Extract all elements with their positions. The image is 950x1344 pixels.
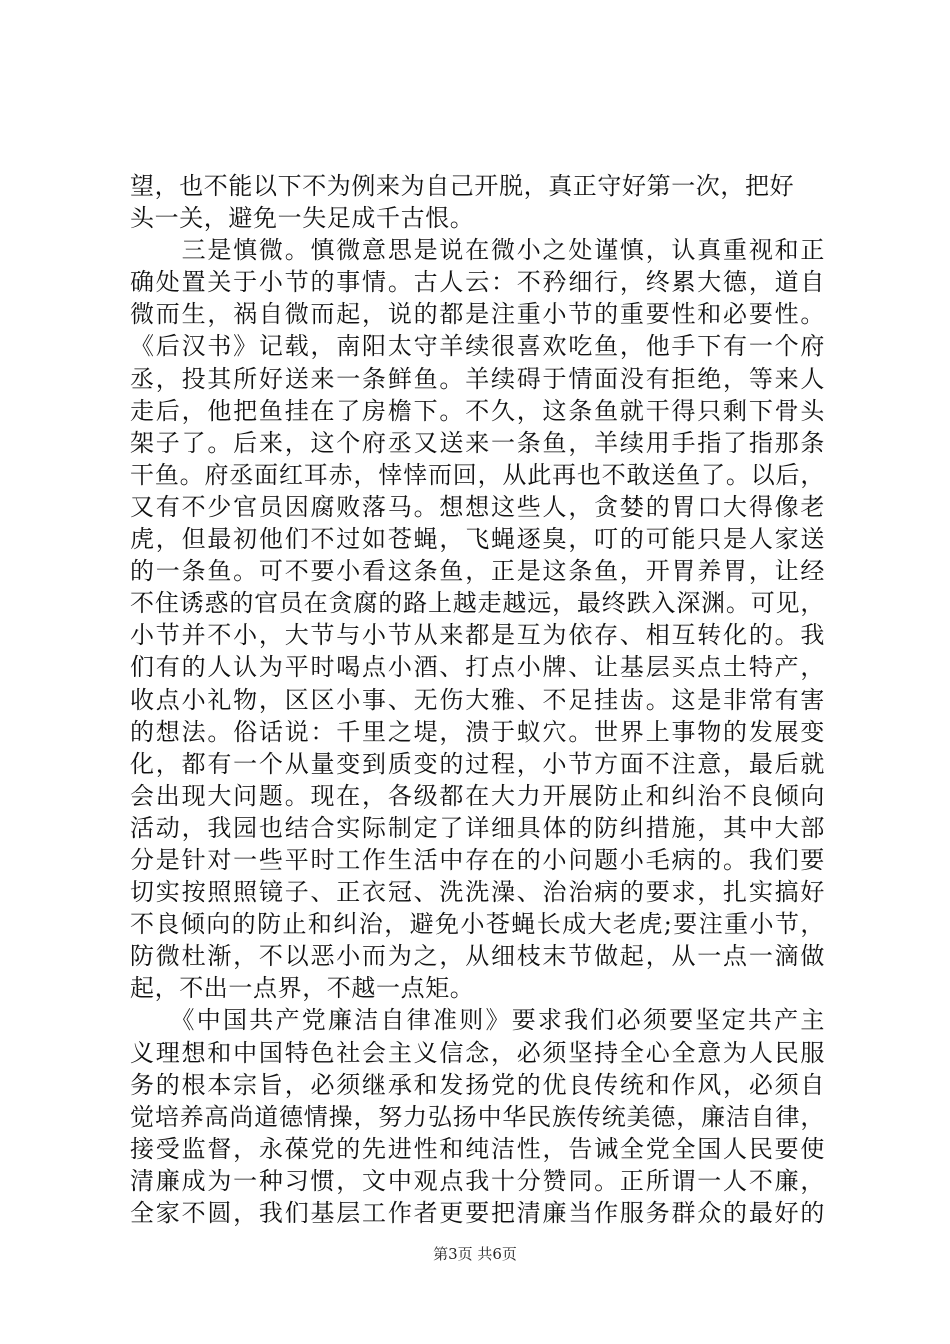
text-line: 小节并不小，大节与小节从来都是互为依存、相互转化的。我 bbox=[130, 621, 825, 650]
text-line: 接受监督，永葆党的先进性和纯洁性，告诫全党全国人民要使 bbox=[130, 1134, 825, 1163]
text-line: 望，也不能以下不为例来为自己开脱，真正守好第一次，把好 bbox=[130, 172, 795, 200]
text-line: 分是针对一些平时工作生活中存在的小问题小毛病的。我们要 bbox=[130, 845, 825, 874]
text-line: 虎，但最初他们不过如苍蝇，飞蝇逐臭，叮的可能只是人家送 bbox=[130, 525, 825, 554]
text-line: 确处置关于小节的事情。古人云：不矜细行，终累大德，道自 bbox=[130, 268, 825, 297]
text-line: 义理想和中国特色社会主义信念，必须坚持全心全意为人民服 bbox=[130, 1038, 825, 1067]
text-line: 务的根本宗旨，必须继承和发扬党的优良传统和作风，必须自 bbox=[130, 1070, 825, 1099]
body-text bbox=[130, 170, 825, 1229]
text-line: 架子了。后来，这个府丞又送来一条鱼，羊续用手指了指那条 bbox=[130, 428, 825, 457]
text-line: 干鱼。府丞面红耳赤，悻悻而回，从此再也不敢送鱼了。以后， bbox=[130, 460, 825, 489]
text-line: 微而生，祸自微而起，说的都是注重小节的重要性和必要性。 bbox=[130, 300, 825, 329]
text-line: 三是慎微。慎微意思是说在微小之处谨慎，认真重视和正 bbox=[130, 236, 825, 265]
text-line: 全家不圆，我们基层工作者更要把清廉当作服务群众的最好的 bbox=[130, 1199, 825, 1227]
text-line: 的一条鱼。可不要小看这条鱼，正是这条鱼，开胃养胃，让经 bbox=[130, 557, 825, 586]
text-line: 头一关，避免一失足成千古恨。 bbox=[130, 204, 475, 233]
text-line: 们有的人认为平时喝点小酒、打点小牌、让基层买点土特产， bbox=[130, 653, 825, 682]
text-line: 会出现大问题。现在，各级都在大力开展防止和纠治不良倾向 bbox=[130, 781, 825, 810]
text-line: 走后，他把鱼挂在了房檐下。不久，这条鱼就干得只剩下骨头 bbox=[130, 396, 825, 425]
text-line: 化，都有一个从量变到质变的过程，小节方面不注意，最后就 bbox=[130, 749, 825, 778]
text-line: 不良倾向的防止和纠治，避免小苍蝇长成大老虎;要注重小节， bbox=[130, 910, 825, 939]
page-number-footer: 第3页 共6页 bbox=[433, 1245, 517, 1263]
text-line: 觉培养高尚道德情操，努力弘扬中华民族传统美德，廉洁自律， bbox=[130, 1102, 825, 1131]
text-line: 又有不少官员因腐败落马。想想这些人，贪婪的胃口大得像老 bbox=[130, 492, 825, 521]
text-line: 《中国共产党廉洁自律准则》要求我们必须要坚定共产主 bbox=[130, 1006, 825, 1035]
text-line: 活动，我园也结合实际制定了详细具体的防纠措施，其中大部 bbox=[130, 813, 825, 842]
text-line: 起，不出一点界，不越一点矩。 bbox=[130, 974, 475, 1003]
text-line: 清廉成为一种习惯，文中观点我十分赞同。正所谓一人不廉， bbox=[130, 1166, 825, 1195]
text-line: 收点小礼物，区区小事、无伤大雅、不足挂齿。这是非常有害 bbox=[130, 685, 825, 714]
text-line: 切实按照照镜子、正衣冠、洗洗澡、治治病的要求，扎实搞好 bbox=[130, 878, 825, 907]
text-line: 防微杜渐，不以恶小而为之，从细枝末节做起，从一点一滴做 bbox=[130, 942, 825, 971]
text-line: 的想法。俗话说：千里之堤，溃于蚁穴。世界上事物的发展变 bbox=[130, 717, 825, 746]
text-line: 《后汉书》记载，南阳太守羊续很喜欢吃鱼，他手下有一个府 bbox=[130, 332, 825, 361]
text-line: 丞，投其所好送来一条鲜鱼。羊续碍于情面没有拒绝，等来人 bbox=[130, 364, 825, 393]
text-line: 不住诱惑的官员在贪腐的路上越走越远，最终跌入深渊。可见， bbox=[130, 589, 825, 618]
